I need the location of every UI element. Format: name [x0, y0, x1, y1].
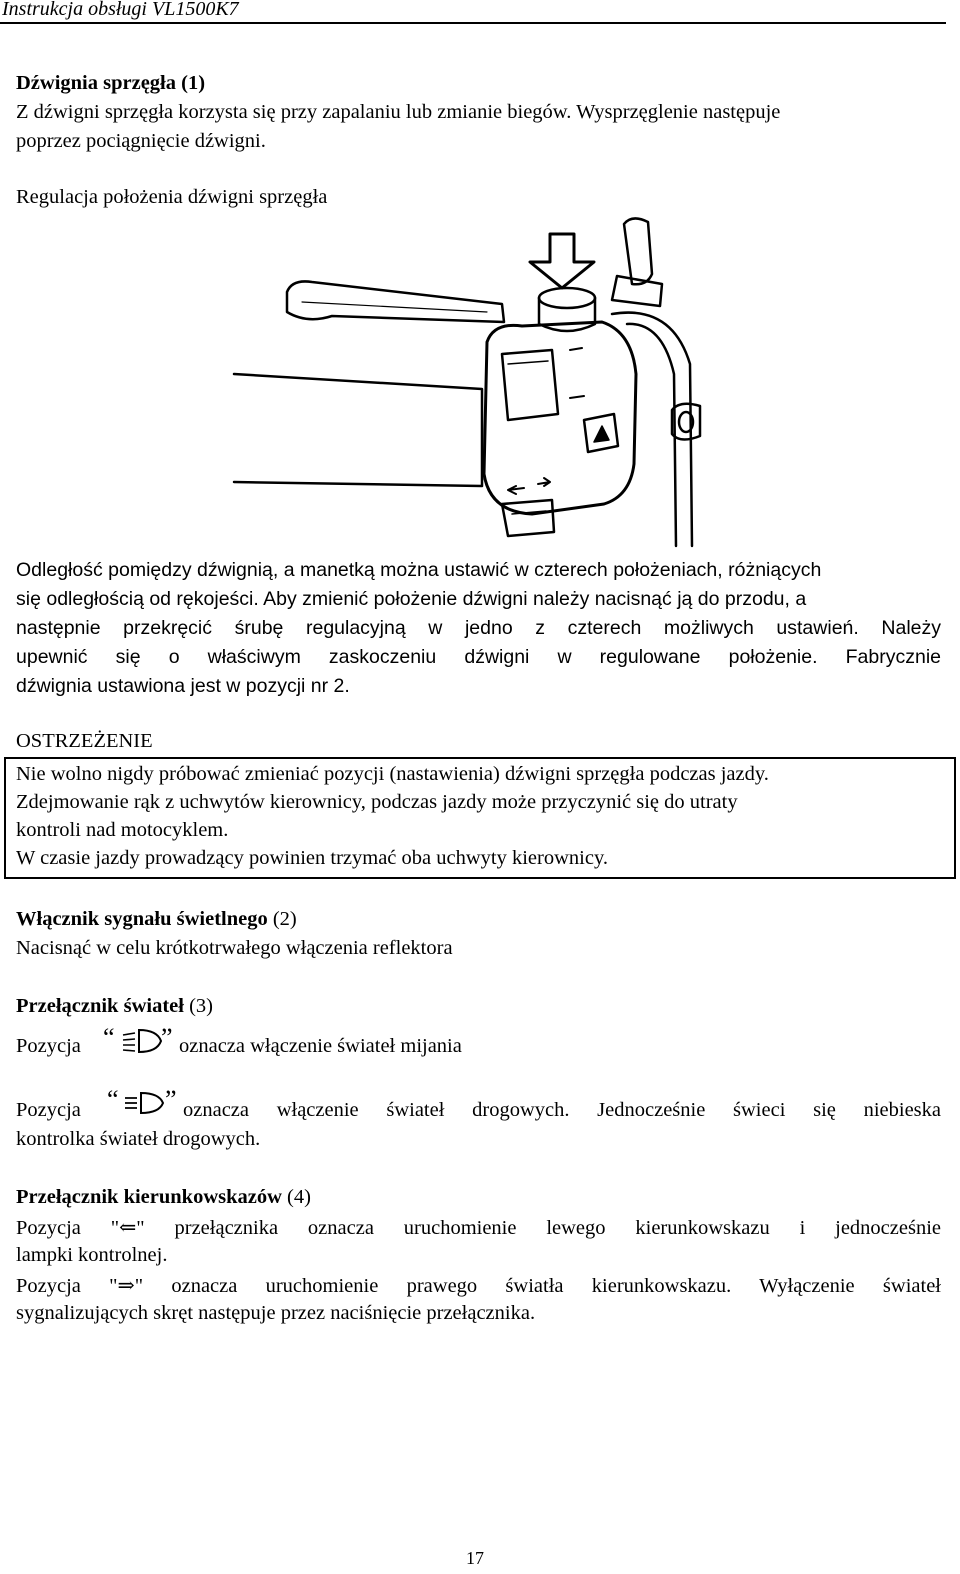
- adjust-line-1: Odległość pomiędzy dźwignią, a manetką można ustawić w czterech położeniach, różniących: [16, 559, 822, 581]
- clutch-text-line2: poprzez pociągnięcie dźwigni.: [16, 130, 266, 152]
- low-beam-icon: [103, 1024, 177, 1058]
- handlebar-switch-illustration: [232, 214, 722, 550]
- warning-line-1: Nie wolno nigdy próbować zmieniać pozycji (nastawienia) dźwigni sprzęgła podczas jazdy.: [16, 763, 769, 785]
- turn-heading-number: (4): [281, 1186, 311, 1208]
- flash-heading: [16, 908, 297, 931]
- turn-right-line2: sygnalizujących skręt następuje przez naciśnięcie przełącznika.: [16, 1302, 536, 1324]
- flash-heading-number: (2): [267, 908, 297, 930]
- clutch-heading: Dźwignia sprzęgła (1): [16, 72, 206, 94]
- warning-box: [4, 757, 956, 879]
- page-header: [0, 0, 946, 24]
- page-number: 17: [466, 1548, 484, 1568]
- press-arrow-icon: [530, 234, 594, 288]
- turn-right-line1: Pozycja "⇒" oznacza uruchomienie prawego światła kierunkowskazu. Wyłączenie świateł: [16, 1275, 941, 1297]
- turn-heading-label: Przełącznik kierunkowskazów: [16, 1186, 282, 1208]
- turn-left-line1: Pozycja "⇐" przełącznika oznacza uruchomienie lewego kierunkowskazu i jednocześnie: [16, 1217, 941, 1239]
- low-beam-text: oznacza włączenie świateł mijania: [179, 1035, 462, 1057]
- lights-heading-number: (3): [183, 995, 213, 1017]
- svg-text:”: ”: [161, 1024, 173, 1052]
- warning-line-2: Zdejmowanie rąk z uchwytów kierownicy, podczas jazdy może przyczynić się do utraty: [16, 791, 738, 813]
- adjust-heading: Regulacja położenia dźwigni sprzęgła: [16, 186, 328, 208]
- high-beam-text: oznacza włączenie świateł drogowych. Jednocześnie świeci się niebieska: [183, 1099, 941, 1121]
- warning-line-3: kontroli nad motocyklem.: [16, 819, 229, 841]
- svg-text:“: “: [107, 1086, 119, 1114]
- turn-left-line2: lampki kontrolnej.: [16, 1244, 168, 1266]
- adjust-line-4: upewnić się o właściwym zaskoczeniu dźwigni w regulowane położenie. Fabrycznie: [16, 646, 941, 668]
- clutch-text-line1: Z dźwigni sprzęgła korzysta się przy zapalaniu lub zmianie biegów. Wysprzęglenie następuje: [16, 101, 781, 123]
- lights-heading: [16, 995, 213, 1018]
- flash-heading-label: Włącznik sygnału świetlnego: [16, 908, 268, 930]
- low-beam-prefix: Pozycja: [16, 1035, 81, 1057]
- adjust-line-5: dźwignia ustawiona jest w pozycji nr 2.: [16, 675, 350, 697]
- adjust-line-2: się odległością od rękojeści. Aby zmienić położenie dźwigni należy nacisnąć ją do przodu, a: [16, 588, 807, 610]
- adjust-line-3: następnie przekręcić śrubę regulacyjną w jedno z czterech możliwych ustawień. Należy: [16, 617, 941, 639]
- high-beam-icon: [103, 1086, 183, 1120]
- high-beam-prefix: Pozycja: [16, 1099, 81, 1121]
- warning-title: OSTRZEŻENIE: [16, 730, 153, 752]
- svg-text:“: “: [103, 1024, 115, 1052]
- warning-line-4: W czasie jazdy prowadzący powinien trzymać oba uchwyty kierownicy.: [16, 847, 608, 869]
- high-beam-text-2: kontrolka świateł drogowych.: [16, 1128, 261, 1150]
- header-title: Instrukcja obsługi VL1500K7: [2, 0, 239, 20]
- svg-text:”: ”: [165, 1086, 177, 1114]
- lights-heading-label: Przełącznik świateł: [16, 995, 184, 1017]
- turn-heading: [16, 1186, 311, 1209]
- flash-text: Nacisnąć w celu krótkotrwałego włączenia reflektora: [16, 937, 453, 959]
- adjust-paragraph: [16, 556, 941, 701]
